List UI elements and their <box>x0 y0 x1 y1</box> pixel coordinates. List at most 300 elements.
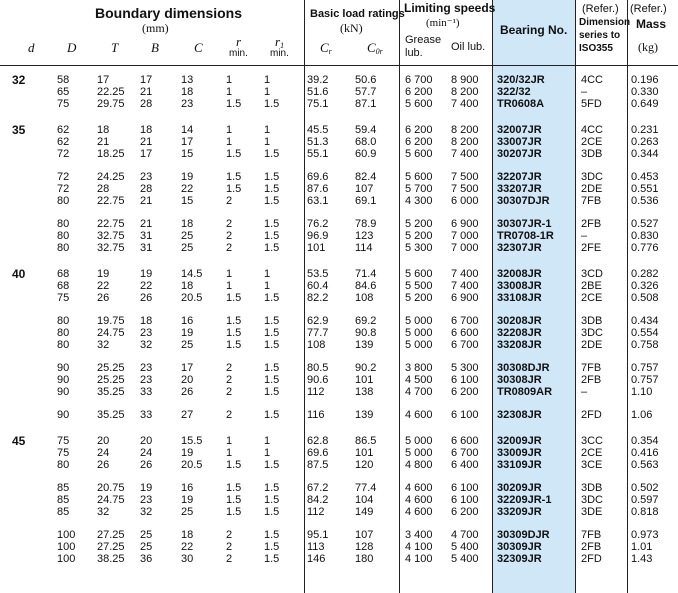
cell-bearing-no: 32208JR <box>497 327 542 339</box>
cell-mass: 0.282 <box>631 268 659 280</box>
cell-cr: 95.1 <box>307 529 329 541</box>
cell-r1: 1.5 <box>264 315 280 327</box>
cell-r1: 1 <box>264 136 271 148</box>
cell-grease: 4 600 <box>405 494 433 506</box>
cell-T: 25.25 <box>97 362 125 374</box>
cell-D: 75 <box>57 435 70 447</box>
cell-D: 100 <box>57 553 76 565</box>
cell-r1: 1.5 <box>264 529 280 541</box>
cell-T: 35.25 <box>97 409 125 421</box>
cell-r: 1.5 <box>226 315 242 327</box>
cell-dimension-series: 2CE <box>581 447 603 459</box>
cell-B: 21 <box>140 218 153 230</box>
cell-r: 2 <box>226 242 233 254</box>
cell-bearing-no: 30307DJR <box>497 195 550 207</box>
cell-bearing-no: 30208JR <box>497 315 542 327</box>
cell-dimension-series: 7FB <box>581 529 602 541</box>
col-cor: $C_{0r}$ <box>367 40 383 56</box>
cell-D: 80 <box>57 230 70 242</box>
cell-cr: 75.1 <box>307 98 329 110</box>
cell-B: 33 <box>140 409 153 421</box>
cell-T: 22 <box>97 280 110 292</box>
cell-dimension-series: – <box>581 86 588 98</box>
divider <box>575 0 576 593</box>
cell-dimension-series: 2FE <box>581 242 602 254</box>
cell-dimension-series: 2FD <box>581 553 602 565</box>
cell-mass: 0.344 <box>631 148 659 160</box>
cell-grease: 5 600 <box>405 268 433 280</box>
refer-label: (Refer.) <box>582 3 619 15</box>
cell-bearing-no: 33108JR <box>497 292 542 304</box>
cell-B: 24 <box>140 447 153 459</box>
cell-mass: 0.758 <box>631 339 659 351</box>
cell-bearing-no: 30308DJR <box>497 362 550 374</box>
cell-T: 22.75 <box>97 218 125 230</box>
cell-grease: 6 700 <box>405 74 433 86</box>
cell-T: 20.75 <box>97 482 125 494</box>
cell-D: 85 <box>57 482 70 494</box>
cell-grease: 4 100 <box>405 541 433 553</box>
col-C: C <box>194 40 203 55</box>
cell-r: 1.5 <box>226 506 242 518</box>
cell-mass: 1.43 <box>631 553 653 565</box>
cell-cr: 51.3 <box>307 136 329 148</box>
cell-B: 23 <box>140 171 153 183</box>
group-bore-d: 40 <box>12 267 26 281</box>
cell-C: 15.5 <box>181 435 203 447</box>
cell-cor: 101 <box>355 447 374 459</box>
cell-bearing-no: 32308JR <box>497 409 542 421</box>
speeds-unit: (min⁻¹) <box>426 17 460 29</box>
cell-bearing-no: 33009JR <box>497 447 542 459</box>
cell-dimension-series: 2FD <box>581 409 602 421</box>
cell-r: 1 <box>226 74 233 86</box>
cell-cor: 68.0 <box>355 136 377 148</box>
cell-grease: 4 500 <box>405 374 433 386</box>
cell-r: 2 <box>226 195 233 207</box>
cell-r1: 1.5 <box>264 327 280 339</box>
cell-cr: 67.2 <box>307 482 329 494</box>
cell-C: 15 <box>181 148 194 160</box>
cell-cor: 108 <box>355 292 374 304</box>
cell-B: 26 <box>140 292 153 304</box>
cell-grease: 5 000 <box>405 339 433 351</box>
group-bore-d: 32 <box>12 73 26 87</box>
cell-T: 18 <box>97 124 110 136</box>
cell-dimension-series: 3DB <box>581 315 603 327</box>
cell-bearing-no: 32207JR <box>497 171 542 183</box>
cell-B: 31 <box>140 242 153 254</box>
cell-oil: 6 700 <box>451 339 479 351</box>
cell-cr: 60.4 <box>307 280 329 292</box>
cell-C: 22 <box>181 541 194 553</box>
cell-oil: 6 700 <box>451 447 479 459</box>
cell-oil: 7 000 <box>451 242 479 254</box>
cell-grease: 3 800 <box>405 362 433 374</box>
cell-D: 90 <box>57 362 70 374</box>
cell-mass: 0.508 <box>631 292 659 304</box>
cell-oil: 7 000 <box>451 230 479 242</box>
cell-r: 1 <box>226 447 233 459</box>
cell-dimension-series: 3DB <box>581 148 603 160</box>
cell-C: 17 <box>181 362 194 374</box>
cell-cor: 107 <box>355 183 374 195</box>
cell-r: 2 <box>226 218 233 230</box>
cell-bearing-no: 33109JR <box>497 459 542 471</box>
cell-B: 28 <box>140 98 153 110</box>
cell-C: 25 <box>181 230 194 242</box>
cell-bearing-no: 32007JR <box>497 124 542 136</box>
cell-bearing-no: 320/32JR <box>497 74 545 86</box>
cell-dimension-series: 3DC <box>581 327 604 339</box>
cell-mass: 0.597 <box>631 494 659 506</box>
cell-r1: 1 <box>264 74 271 86</box>
cell-mass: 0.536 <box>631 195 659 207</box>
cell-cor: 60.9 <box>355 148 377 160</box>
cell-cor: 120 <box>355 459 374 471</box>
cell-mass: 0.757 <box>631 374 659 386</box>
cell-mass: 0.330 <box>631 86 659 98</box>
cell-C: 18 <box>181 529 194 541</box>
cell-B: 36 <box>140 553 153 565</box>
cell-oil: 8 900 <box>451 74 479 86</box>
cell-B: 31 <box>140 230 153 242</box>
bearing-number-heading: Bearing No. <box>500 23 568 37</box>
cell-oil: 7 400 <box>451 148 479 160</box>
cell-r: 1.5 <box>226 494 242 506</box>
cell-grease: 5 300 <box>405 242 433 254</box>
cell-r1: 1 <box>264 86 271 98</box>
cell-bearing-no: 30309JR <box>497 541 542 553</box>
cell-grease: 5 200 <box>405 230 433 242</box>
cell-mass: 0.551 <box>631 183 659 195</box>
cell-cor: 107 <box>355 529 374 541</box>
cell-dimension-series: 3DE <box>581 506 603 518</box>
cell-r: 1 <box>226 86 233 98</box>
cell-grease: 4 100 <box>405 553 433 565</box>
cell-C: 19 <box>181 494 194 506</box>
cell-B: 17 <box>140 148 153 160</box>
cell-C: 25 <box>181 339 194 351</box>
cell-D: 90 <box>57 386 70 398</box>
cell-oil: 8 200 <box>451 86 479 98</box>
cell-dimension-series: 3CE <box>581 459 603 471</box>
cell-cr: 90.6 <box>307 374 329 386</box>
mass-unit: (kg) <box>638 40 658 54</box>
cell-D: 80 <box>57 218 70 230</box>
cell-D: 62 <box>57 124 70 136</box>
cell-cor: 180 <box>355 553 374 565</box>
cell-cr: 69.6 <box>307 171 329 183</box>
cell-oil: 8 200 <box>451 136 479 148</box>
cell-r: 2 <box>226 553 233 565</box>
divider <box>492 0 493 593</box>
cell-B: 33 <box>140 386 153 398</box>
cell-cor: 101 <box>355 374 374 386</box>
cell-r: 1 <box>226 136 233 148</box>
cell-T: 20 <box>97 435 110 447</box>
cell-dimension-series: 2CE <box>581 292 603 304</box>
cell-bearing-no: TR0608A <box>497 98 545 110</box>
cell-r1: 1.5 <box>264 242 280 254</box>
cell-C: 15 <box>181 195 194 207</box>
cell-B: 21 <box>140 136 153 148</box>
cell-oil: 6 600 <box>451 327 479 339</box>
cell-C: 25 <box>181 506 194 518</box>
cell-dimension-series: 4CC <box>581 74 604 86</box>
cell-T: 27.25 <box>97 529 125 541</box>
cell-cr: 53.5 <box>307 268 329 280</box>
cell-D: 80 <box>57 327 70 339</box>
cell-mass: 0.563 <box>631 459 659 471</box>
cell-D: 58 <box>57 74 70 86</box>
cell-cor: 123 <box>355 230 374 242</box>
col-grease-1: Grease <box>405 34 442 46</box>
col-D: D <box>67 40 77 55</box>
cell-r1: 1 <box>264 124 271 136</box>
cell-r1: 1.5 <box>264 459 280 471</box>
cell-dimension-series: 2FB <box>581 541 602 553</box>
divider <box>627 0 628 593</box>
cell-D: 72 <box>57 171 70 183</box>
cell-grease: 4 600 <box>405 482 433 494</box>
limiting-speeds-heading: Limiting speeds <box>404 1 496 15</box>
cell-r1: 1.5 <box>264 195 280 207</box>
cell-grease: 4 800 <box>405 459 433 471</box>
cell-C: 19 <box>181 327 194 339</box>
col-r: r <box>236 34 242 49</box>
cell-r1: 1 <box>264 447 271 459</box>
cell-oil: 6 400 <box>451 459 479 471</box>
cell-D: 75 <box>57 292 70 304</box>
cell-cr: 77.7 <box>307 327 329 339</box>
cell-T: 17 <box>97 74 110 86</box>
cell-oil: 6 100 <box>451 494 479 506</box>
cell-grease: 3 400 <box>405 529 433 541</box>
cell-B: 18 <box>140 124 153 136</box>
cell-cor: 149 <box>355 506 374 518</box>
cell-D: 85 <box>57 494 70 506</box>
cell-dimension-series: 2FB <box>581 218 602 230</box>
cell-mass: 0.830 <box>631 230 659 242</box>
cell-bearing-no: 32009JR <box>497 435 542 447</box>
cell-D: 90 <box>57 409 70 421</box>
cell-cor: 87.1 <box>355 98 377 110</box>
cell-cor: 84.6 <box>355 280 377 292</box>
col-T: T <box>111 40 119 55</box>
cell-cor: 86.5 <box>355 435 377 447</box>
cell-r1: 1.5 <box>264 362 280 374</box>
cell-bearing-no: 32309JR <box>497 553 542 565</box>
cell-dimension-series: – <box>581 230 588 242</box>
cell-B: 22 <box>140 280 153 292</box>
cell-cr: 112 <box>307 506 325 518</box>
cell-r1: 1.5 <box>264 292 280 304</box>
cell-mass: 1.10 <box>631 386 653 398</box>
cell-grease: 5 000 <box>405 327 433 339</box>
cell-C: 18 <box>181 218 194 230</box>
cell-B: 21 <box>140 86 153 98</box>
cell-T: 38.25 <box>97 553 125 565</box>
cell-B: 20 <box>140 435 153 447</box>
cell-grease: 5 600 <box>405 98 433 110</box>
cell-r: 1.5 <box>226 183 242 195</box>
cell-oil: 4 700 <box>451 529 479 541</box>
cell-bearing-no: 32008JR <box>497 268 542 280</box>
cell-grease: 5 000 <box>405 447 433 459</box>
cell-C: 20.5 <box>181 292 203 304</box>
cell-oil: 8 200 <box>451 124 479 136</box>
col-r1-min: min. <box>270 48 289 59</box>
cell-r1: 1.5 <box>264 386 280 398</box>
cell-r1: 1 <box>264 435 271 447</box>
cell-cor: 69.1 <box>355 195 377 207</box>
cell-r: 1 <box>226 268 233 280</box>
cell-T: 18.25 <box>97 148 125 160</box>
cell-oil: 6 700 <box>451 315 479 327</box>
cell-mass: 0.231 <box>631 124 659 136</box>
cell-D: 90 <box>57 374 70 386</box>
cell-cr: 112 <box>307 386 325 398</box>
cell-cr: 55.1 <box>307 148 329 160</box>
cell-grease: 4 300 <box>405 195 433 207</box>
cell-D: 68 <box>57 268 70 280</box>
cell-oil: 6 000 <box>451 195 479 207</box>
cell-cor: 139 <box>355 409 374 421</box>
cell-cr: 62.9 <box>307 315 329 327</box>
cell-T: 27.25 <box>97 541 125 553</box>
cell-r1: 1.5 <box>264 171 280 183</box>
cell-r: 1.5 <box>226 98 242 110</box>
cell-C: 26 <box>181 386 194 398</box>
cell-B: 18 <box>140 315 153 327</box>
cell-mass: 0.453 <box>631 171 659 183</box>
cell-T: 22.75 <box>97 195 125 207</box>
cell-T: 32.75 <box>97 230 125 242</box>
load-unit: (kN) <box>340 21 363 35</box>
cell-oil: 7 400 <box>451 280 479 292</box>
cell-oil: 7 500 <box>451 183 479 195</box>
cell-cr: 84.2 <box>307 494 329 506</box>
cell-r: 1 <box>226 124 233 136</box>
cell-grease: 5 500 <box>405 280 433 292</box>
cell-D: 80 <box>57 339 70 351</box>
cell-cor: 50.6 <box>355 74 377 86</box>
cell-dimension-series: 7FB <box>581 195 602 207</box>
cell-cr: 108 <box>307 339 326 351</box>
cell-r1: 1.5 <box>264 494 280 506</box>
cell-mass: 0.502 <box>631 482 659 494</box>
cell-cor: 114 <box>355 242 373 254</box>
cell-cor: 78.9 <box>355 218 377 230</box>
cell-r1: 1.5 <box>264 409 280 421</box>
cell-cor: 128 <box>355 541 374 553</box>
cell-cr: 63.1 <box>307 195 329 207</box>
cell-r1: 1.5 <box>264 374 280 386</box>
cell-mass: 0.434 <box>631 315 659 327</box>
cell-oil: 7 400 <box>451 98 479 110</box>
cell-D: 80 <box>57 459 70 471</box>
cell-bearing-no: 30307JR-1 <box>497 218 552 230</box>
cell-T: 28 <box>97 183 110 195</box>
cell-r1: 1.5 <box>264 482 280 494</box>
cell-D: 100 <box>57 529 76 541</box>
cell-dimension-series: 2FB <box>581 374 602 386</box>
cell-bearing-no: 33008JR <box>497 280 542 292</box>
cell-T: 32 <box>97 339 110 351</box>
cell-r1: 1.5 <box>264 541 280 553</box>
cell-T: 24 <box>97 447 110 459</box>
cell-r: 2 <box>226 409 233 421</box>
boundary-dimensions-heading: Boundary dimensions <box>95 5 243 21</box>
cell-cor: 139 <box>355 339 374 351</box>
cell-C: 19 <box>181 171 194 183</box>
cell-T: 25.25 <box>97 374 125 386</box>
cell-bearing-no: TR0708-1R <box>497 230 554 242</box>
cell-r1: 1.5 <box>264 218 280 230</box>
cell-cor: 71.4 <box>355 268 377 280</box>
cell-B: 32 <box>140 506 153 518</box>
cell-C: 18 <box>181 86 194 98</box>
col-r1: $r_1$ <box>275 34 285 50</box>
cell-oil: 6 100 <box>451 409 479 421</box>
cell-oil: 6 900 <box>451 292 479 304</box>
cell-T: 24.75 <box>97 327 125 339</box>
cell-dimension-series: 3DC <box>581 494 604 506</box>
cell-cr: 69.6 <box>307 447 329 459</box>
cell-mass: 0.527 <box>631 218 659 230</box>
cell-D: 72 <box>57 148 70 160</box>
col-grease-2: lub. <box>405 47 423 59</box>
cell-C: 18 <box>181 280 194 292</box>
cell-B: 23 <box>140 327 153 339</box>
cell-C: 16 <box>181 482 194 494</box>
cell-D: 80 <box>57 242 70 254</box>
divider <box>399 0 400 593</box>
cell-r: 1.5 <box>226 339 242 351</box>
cell-grease: 5 700 <box>405 183 433 195</box>
cell-C: 17 <box>181 136 194 148</box>
cell-oil: 7 400 <box>451 268 479 280</box>
cell-bearing-no: 32307JR <box>497 242 542 254</box>
cell-bearing-no: 30309DJR <box>497 529 550 541</box>
cell-grease: 5 600 <box>405 148 433 160</box>
cell-T: 26 <box>97 459 110 471</box>
cell-mass: 0.776 <box>631 242 659 254</box>
cell-oil: 6 200 <box>451 386 479 398</box>
cell-grease: 4 600 <box>405 506 433 518</box>
cell-r: 2 <box>226 374 233 386</box>
cell-r: 2 <box>226 230 233 242</box>
cell-cor: 57.7 <box>355 86 377 98</box>
cell-cr: 101 <box>307 242 326 254</box>
cell-D: 62 <box>57 136 70 148</box>
cell-C: 30 <box>181 553 194 565</box>
cell-dimension-series: 5FD <box>581 98 602 110</box>
cell-B: 23 <box>140 362 153 374</box>
cell-dimension-series: 3CD <box>581 268 604 280</box>
cell-B: 19 <box>140 268 153 280</box>
cell-bearing-no: 30209JR <box>497 482 542 494</box>
load-ratings-heading: Basic load ratings <box>310 8 405 20</box>
cell-C: 27 <box>181 409 194 421</box>
cell-cr: 45.5 <box>307 124 329 136</box>
cell-r: 1.5 <box>226 148 242 160</box>
cell-T: 22.25 <box>97 86 125 98</box>
cell-grease: 5 600 <box>405 171 433 183</box>
cell-D: 85 <box>57 506 70 518</box>
cell-T: 19.75 <box>97 315 125 327</box>
